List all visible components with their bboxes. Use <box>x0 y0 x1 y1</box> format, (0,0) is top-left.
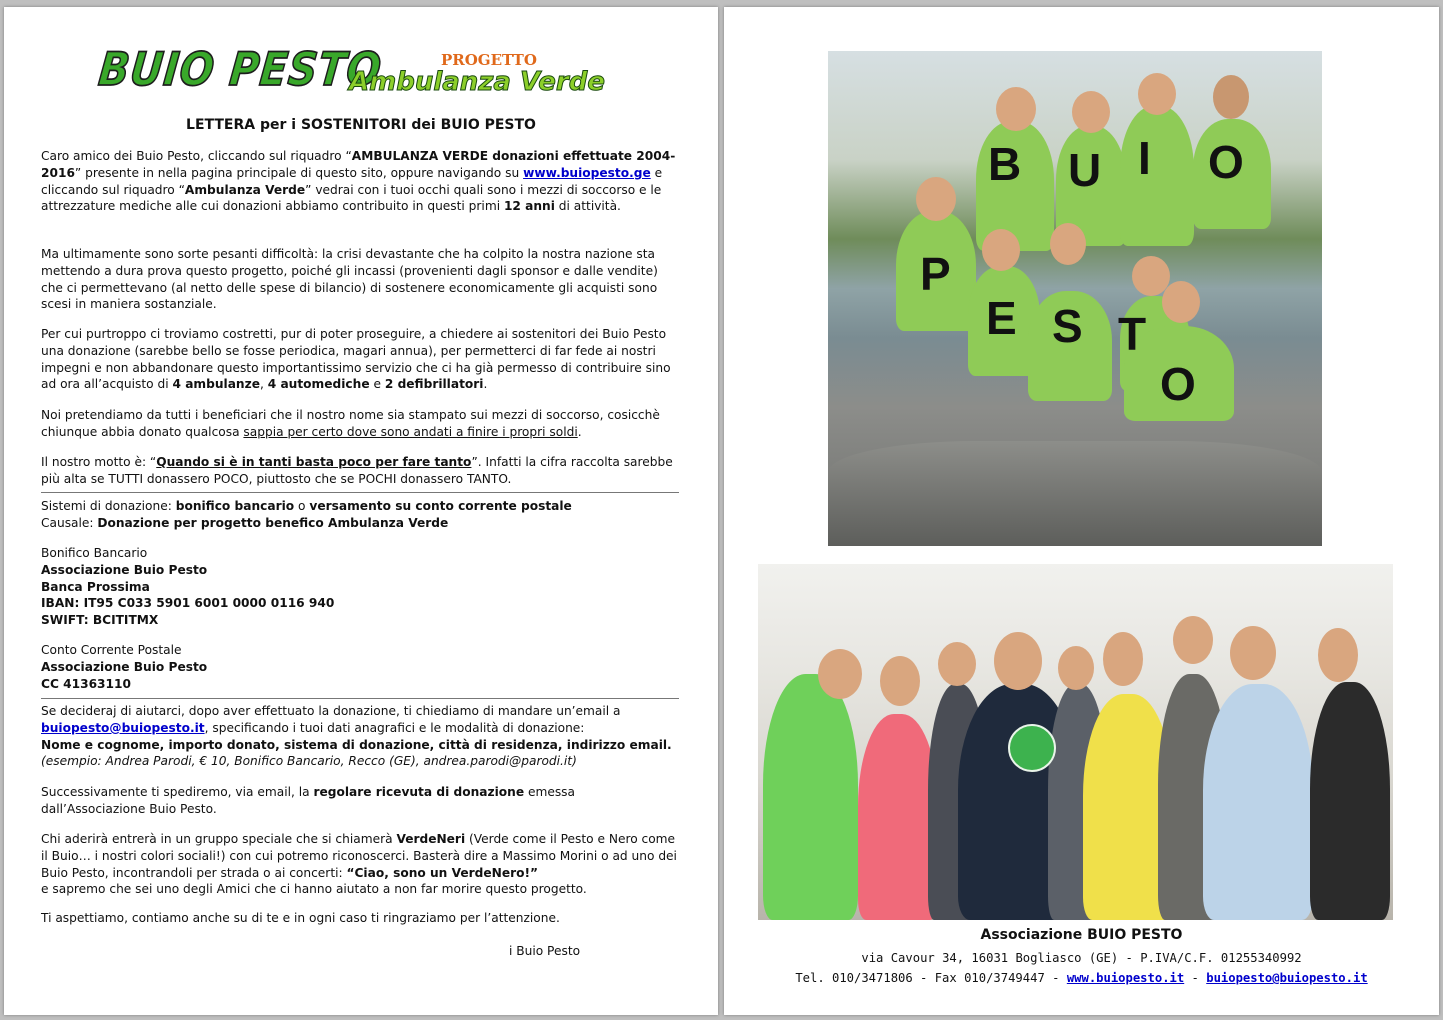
shirt-letter: O <box>1160 358 1196 410</box>
divider <box>41 698 679 699</box>
shirt-letter: S <box>1052 300 1083 352</box>
website-link[interactable]: www.buiopesto.ge <box>523 165 651 180</box>
receipt-paragraph: Successivamente ti spediremo, via email, la regolare ricevuta di donazione emessa dall’Associazione Buio Pesto. <box>41 785 576 816</box>
letter-page <box>4 7 718 1015</box>
donation-methods: Sistemi di donazione: bonifico bancario o versamento su conto corrente postale Causale: Donazione per progetto benefico Ambulanza Verde <box>41 499 572 530</box>
organization-contacts: Tel. 010/3471806 - Fax 010/3749447 - www.buiopesto.it - buiopesto@buiopesto.it <box>795 971 1368 985</box>
organization-name: Associazione BUIO PESTO <box>980 927 1183 943</box>
band-photo-seaside <box>828 51 1322 546</box>
email-instructions: Se decideraj di aiutarci, dopo aver effettuato la donazione, ti chiediamo di mandare un’email a buiopesto@buiopesto.it, specificando i tuoi dati anagrafici e le modalità di donazione: Nome e cognome, importo donato, sistema di donazione, città di residenza, indirizzo email. (esempio: Andrea Parodi, € 10, Bonifico Bancario, Recco (GE), andrea.parodi@parodi.it) <box>41 704 672 769</box>
shirt-letter: E <box>986 292 1017 344</box>
website-link[interactable]: www.buiopesto.it <box>1066 971 1185 985</box>
name-printed-paragraph: Noi pretendiamo da tutti i beneficiari che il nostro nome sia stampato sui mezzi di soccorso, cosicchè chiunque abbia donato qualcosa sappia per certo dove sono andati a finire i propri soldi. <box>41 408 660 439</box>
letter-title: LETTERA per i SOSTENITORI dei BUIO PESTO <box>186 117 536 133</box>
shirt-letter: T <box>1118 308 1147 360</box>
difficulty-paragraph: Ma ultimamente sono sorte pesanti difficoltà: la crisi devastante che ha colpito la nostra nazione sta mettendo a dura prova questo progetto, poiché gli incassi (provenienti dagli sponsor e dalle vendite) che ci permettevano (al netto delle spese di bilancio) di sostenere economicamente gli acquisti sono scesi in maniera sostanziale. <box>41 247 658 312</box>
request-paragraph: Per cui purtroppo ci troviamo costretti, pur di poter proseguire, a chiedere ai sostenitori dei Buio Pesto una donazione (sarebbe bello se fosse periodica, magari annua), per permetterci di far fede ai nostri impegni e non abbandonare questo importantissimo servizio che ci ha già permesso di contribuire sino ad ora all’acquisto di 4 ambulanze, 4 automediche e 2 defibrillatori. <box>41 327 671 392</box>
signature: i Buio Pesto <box>509 944 581 958</box>
band-photo-group <box>758 564 1393 920</box>
email-link[interactable]: buiopesto@buiopesto.it <box>1206 971 1368 985</box>
photos-page <box>724 7 1439 1015</box>
progetto-label: PROGETTO <box>441 51 537 69</box>
motto-paragraph: Il nostro motto è: “Quando si è in tanti basta poco per fare tanto”. Infatti la cifra raccolta sarebbe più alta se TUTTI donassero POCO, piuttosto che se POCHI donassero TANTO. <box>41 455 673 486</box>
organization-address: via Cavour 34, 16031 Bogliasco (GE) - P.IVA/C.F. 01255340992 <box>861 951 1302 965</box>
shirt-letter: O <box>1208 136 1244 188</box>
shirt-letter: U <box>1068 144 1102 196</box>
ambulanza-verde-logo: Ambulanza Verde <box>349 67 605 97</box>
email-link[interactable]: buiopesto@buiopesto.it <box>41 720 205 735</box>
shirt-letter: I <box>1138 132 1151 184</box>
buio-pesto-logo: BUIO PESTO <box>96 43 385 97</box>
intro-paragraph: Caro amico dei Buio Pesto, cliccando sul riquadro “AMBULANZA VERDE donazioni effettuate 2004-2016” presente in nella pagina principale di questo sito, oppure navigando su www.buiopesto.ge e cliccando sul riquadro “Ambulanza Verde” vedrai con i tuoi occhi quali sono i mezzi di soccorso e le attrezzature mediche alle cui donazioni abbiamo contribuito in questi primi 12 anni di attività. <box>41 149 676 214</box>
shirt-letter: B <box>988 138 1022 190</box>
shirt-letter: P <box>920 248 951 300</box>
postal-account-block: Conto Corrente Postale Associazione Buio Pesto CC 41363110 <box>41 643 208 691</box>
verdeneri-paragraph: Chi aderirà entrerà in un gruppo speciale che si chiamerà VerdeNeri (Verde come il Pesto e Nero come il Buio… i nostri colori sociali!) con cui potremo riconoscerci. Basterà dire a Massimo Morini o ad uno dei Buio Pesto, incontrandoli per strada o ai concerti: “Ciao, sono un VerdeNero!” e sapremo che sei uno degli Amici che ci hanno aiutato a non far morire questo progetto. <box>41 832 677 897</box>
closing-paragraph: Ti aspettiamo, contiamo anche su di te e in ogni caso ti ringraziamo per l’attenzione. <box>41 911 560 925</box>
bank-transfer-block: Bonifico Bancario Associazione Buio Pesto Banca Prossima IBAN: IT95 C033 5901 6001 0000 0116 940 SWIFT: BCITITMX <box>41 546 335 628</box>
divider <box>41 492 679 493</box>
